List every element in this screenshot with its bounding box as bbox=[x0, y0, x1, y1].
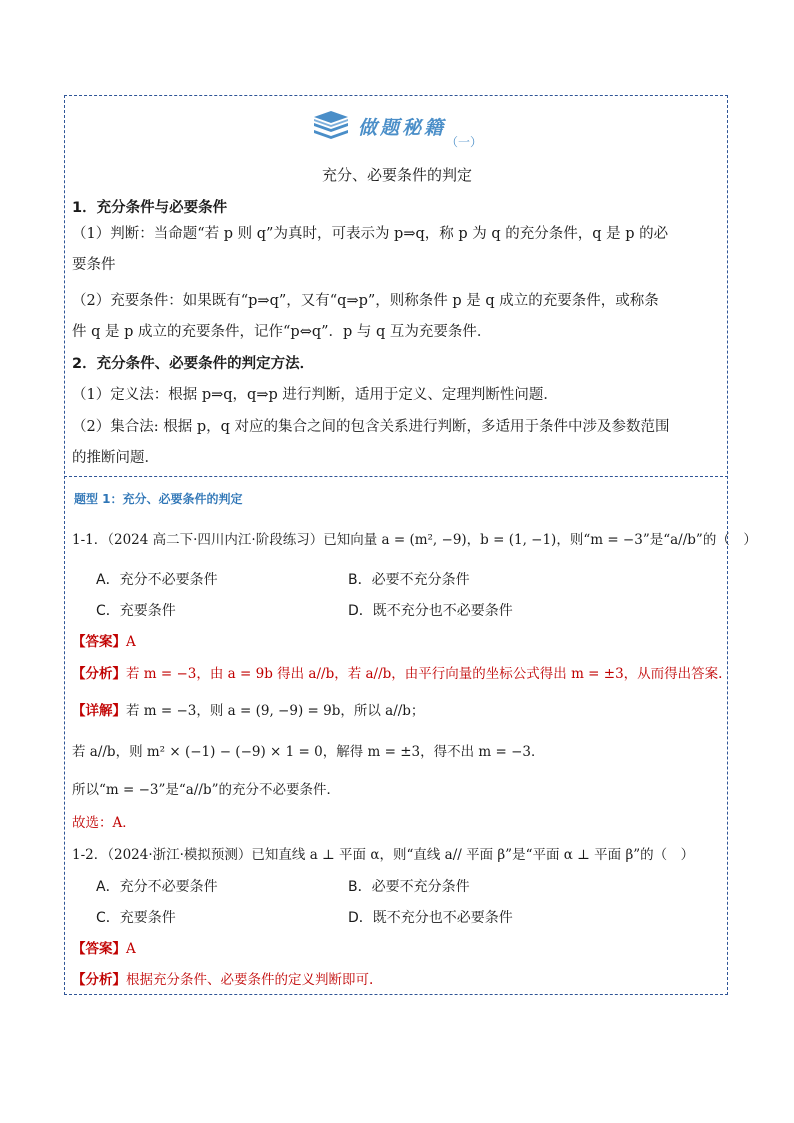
note-line: （1）定义法：根据 p⇒q，q⇒p 进行判断，适用于定义、定理判断性问题． bbox=[72, 387, 558, 403]
question-2-stem: 1-2．（2024·浙江·模拟预测）已知直线 a ⊥ 平面 α，则“直线 a// 平面 β”是“平面 α ⊥ 平面 β”的（ ） bbox=[72, 847, 695, 863]
q2-option-c: C．充要条件 bbox=[96, 910, 176, 926]
note-line: （1）判断：当命题“若 p 则 q”为真时，可表示为 p⇒q，称 p 为 q 的充分条件，q 是 p 的必 bbox=[72, 226, 669, 242]
logo-text: 做题秘籍 bbox=[358, 116, 447, 139]
q1-detail: 【详解】若 m = −3，则 a = (9, −9) = 9b，所以 a//b； bbox=[72, 703, 425, 719]
question-type-label: 题型 1：充分、必要条件的判定 bbox=[74, 492, 243, 506]
question-1-stem: 1-1．（2024 高二下·四川内江·阶段练习）已知向量 a = (m², −9)，b = (1, −1)，则“m = −3”是“a//b”的（ ） bbox=[72, 532, 757, 548]
q1-option-b: B．必要不充分条件 bbox=[348, 572, 470, 588]
q1-detail-line: 所以“m = −3”是“a//b”的充分不必要条件． bbox=[72, 782, 340, 798]
q1-analysis: 【分析】若 m = −3，由 a = 9b 得出 a//b，若 a//b，由平行向量的坐标公式得出 m = ±3，从而得出答案. bbox=[72, 666, 723, 682]
q2-option-d: D．既不充分也不必要条件 bbox=[348, 910, 513, 926]
section-divider bbox=[64, 476, 728, 477]
section-2-heading: 2．充分条件、必要条件的判定方法． bbox=[72, 356, 315, 372]
q1-option-c: C．充要条件 bbox=[96, 603, 176, 619]
q2-answer: 【答案】A bbox=[72, 941, 136, 957]
note-line: 要条件 bbox=[72, 257, 116, 273]
q2-analysis: 【分析】根据充分条件、必要条件的定义判断即可. bbox=[72, 972, 374, 988]
books-stack-icon bbox=[312, 109, 350, 143]
note-line: 件 q 是 p 成立的充要条件，记作“p⇔q”．p 与 q 互为充要条件． bbox=[72, 324, 492, 340]
q1-conclusion: 故选：A． bbox=[72, 815, 136, 831]
section-1-heading: 1．充分条件与必要条件 bbox=[72, 200, 228, 216]
q1-detail-line: 若 a//b，则 m² × (−1) − (−9) × 1 = 0，解得 m = ±3，得不出 m = −3． bbox=[72, 744, 545, 760]
q1-option-a: A．充分不必要条件 bbox=[96, 572, 218, 588]
note-line: （2）充要条件：如果既有“p⇒q”，又有“q⇒p”，则称条件 p 是 q 成立的充要条件，或称条 bbox=[72, 293, 659, 309]
note-line: 的推断问题． bbox=[72, 450, 159, 466]
q2-option-b: B．必要不充分条件 bbox=[348, 879, 470, 895]
logo bbox=[312, 108, 446, 144]
q2-option-a: A．充分不必要条件 bbox=[96, 879, 218, 895]
q1-option-d: D．既不充分也不必要条件 bbox=[348, 603, 513, 619]
page-title: 充分、必要条件的判定 bbox=[321, 166, 472, 184]
q1-answer: 【答案】A bbox=[72, 634, 136, 650]
note-line: （2）集合法: 根据 p，q 对应的集合之间的包含关系进行判断，多适用于条件中涉及参数范围 bbox=[72, 419, 670, 435]
logo-subtitle: （一） bbox=[446, 135, 483, 149]
